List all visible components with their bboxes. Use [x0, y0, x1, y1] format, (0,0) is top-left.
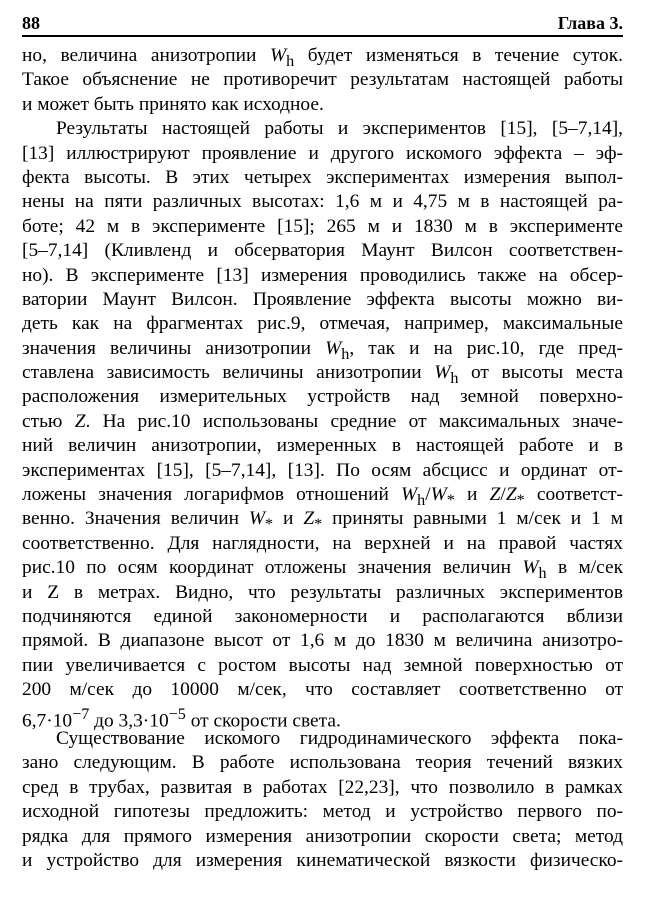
text-line: ставлена зависимость величины анизотропии $W_h$ от высоты места — [22, 362, 623, 387]
text-line: нены на пяти различных высотах: 1,6 м и 4,75 м в настоящей ра- — [22, 191, 623, 213]
text-line: исходной гипотезы предложить: метод и устройство первого по- — [22, 801, 623, 823]
text-line: сред в трубах, развитая в работах [22,23], что позволило в рамках — [22, 776, 623, 798]
text-line: [13] иллюстрируют проявление и другого искомого эффекта – эф- — [22, 142, 623, 164]
running-header — [22, 8, 623, 37]
text-line: $6,7\cdot 10^{-7}$ до $3,3\cdot 10^{-5}$ от скорости света. — [22, 705, 341, 732]
text-line: и Z в метрах. Видно, что результаты различных экспериментов — [22, 581, 623, 603]
text-line: соответственно. Для наглядности, на верхней и на правой частях — [22, 532, 623, 554]
chapter-title: Глава 3. — [557, 13, 623, 33]
text-line: зано следующим. В работе использована теория течений вязких — [22, 752, 623, 774]
text-line: и может быть принято как исходное. — [22, 93, 324, 115]
text-line: рядка для прямого измерения анизотропии скорости света; метод — [22, 825, 623, 847]
text-line: но, величина анизотропии $W_h$ будет изменяться в течение суток. — [22, 45, 624, 70]
text-line: стью Z. На рис.10 использованы средние от максимальных значе- — [22, 410, 623, 432]
text-line: 200 м/сек до 10000 м/сек, что составляет соответственно от — [22, 679, 623, 701]
text-line: но). В эксперименте [13] измерения проводились также на обсер- — [22, 264, 623, 286]
text-line: фекта высоты. В этих четырех экспериментах измерения выпол- — [22, 166, 623, 188]
text-line: и устройство для измерения кинематической вязкости физическо- — [22, 849, 623, 871]
text-line: [5–7,14] (Кливленд и обсерватория Маунт Вилсон соответствен- — [22, 240, 623, 262]
text-line: ний величин анизотропии, измеренных в настоящей работе и в — [22, 435, 623, 457]
text-line: значения величины анизотропии $W_h$, так и на рис.10, где пред- — [22, 337, 623, 363]
body-text — [22, 44, 623, 873]
text-line: рис.10 по осям координат отложены значения величин $W_h$ в м/сек — [22, 557, 623, 583]
text-line: расположения измерительных устройств над земной поверхно- — [22, 386, 623, 408]
text-line: Существование искомого гидродинамического эффекта пока- — [56, 727, 623, 749]
text-line: ложены значения логарифмов отношений $W_h/W_*$ и $Z/Z_*$ соответст- — [22, 484, 623, 509]
text-line: экспериментах [15], [5–7,14], [13]. По осям абсцисс и ординат от- — [22, 459, 623, 481]
page-number: 88 — [22, 13, 40, 33]
text-line: прямой. В диапазоне высот от 1,6 м до 1830 м величина анизотро- — [22, 630, 623, 652]
text-line: Результаты настоящей работы и экспериментов [15], [5–7,14], — [56, 118, 623, 140]
text-line: боте; 42 м в эксперименте [15]; 265 м и 1830 м в эксперименте — [22, 215, 623, 237]
text-line: ватории Маунт Вилсон. Проявление эффекта высоты можно ви- — [22, 288, 623, 310]
text-line: венно. Значения величин $W_*$ и $Z_*$ приняты равными 1 м/сек и 1 м — [22, 508, 623, 534]
text-line: пии увеличивается с ростом высоты над земной поверхностью от — [22, 654, 623, 676]
text-line: Такое объяснение не противоречит результатам настоящей работы — [22, 69, 623, 91]
text-line: подчиняются единой закономерности и располагаются вблизи — [22, 605, 623, 627]
text-line: деть как на фрагментах рис.9, отмечая, например, максимальные — [22, 313, 623, 335]
